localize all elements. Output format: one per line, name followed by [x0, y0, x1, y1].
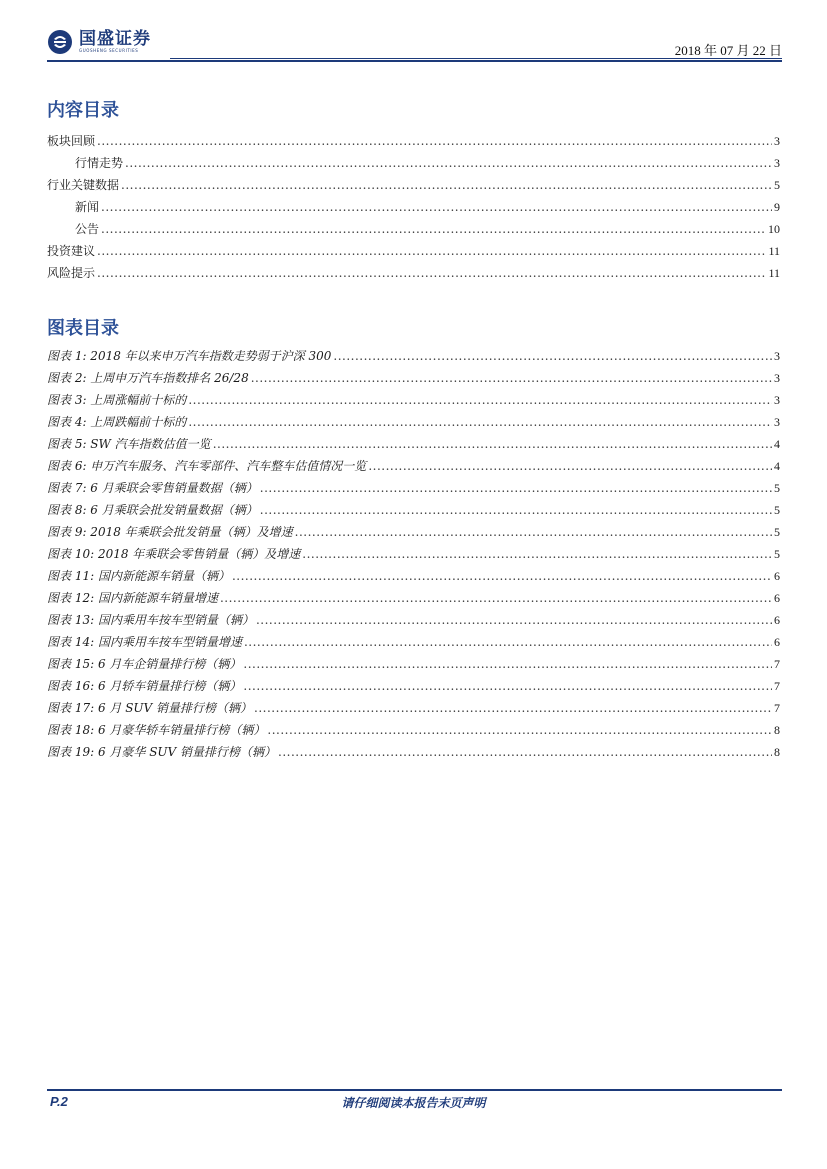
- entry-label: 图表 13: 国内乘用车按车型销量（辆）: [47, 613, 254, 627]
- toc-entry[interactable]: [47, 154, 780, 176]
- figure-entry[interactable]: [47, 479, 780, 501]
- logo-mark-icon: [47, 29, 73, 55]
- entry-page-number: 11: [768, 266, 780, 280]
- entry-label: 图表 5: SW 汽车指数估值一览: [47, 437, 211, 451]
- entry-page-number: 6: [774, 635, 780, 649]
- entry-page-number: 10: [768, 222, 780, 236]
- entry-label: 图表 8: 6 月乘联会批发销量数据（辆）: [47, 503, 258, 517]
- figure-entry[interactable]: [47, 413, 780, 435]
- dot-leader: [188, 393, 772, 407]
- dot-leader: [368, 459, 772, 473]
- entry-page-number: 4: [774, 459, 780, 473]
- figure-entry[interactable]: [47, 655, 780, 677]
- entry-page-number: 3: [774, 393, 780, 407]
- figure-entry[interactable]: [47, 523, 780, 545]
- logo-chinese-name: 国盛证券: [79, 29, 151, 49]
- dot-leader: [244, 635, 772, 649]
- dot-leader: [188, 415, 772, 429]
- entry-label: 图表 18: 6 月豪华轿车销量排行榜（辆）: [47, 723, 266, 737]
- entry-page-number: 11: [768, 244, 780, 258]
- figure-entry[interactable]: [47, 699, 780, 721]
- entry-label: 图表 1: 2018 年以来申万汽车指数走势弱于沪深 300: [47, 349, 332, 363]
- entry-page-number: 3: [774, 156, 780, 170]
- dot-leader: [97, 134, 772, 148]
- figure-entry[interactable]: [47, 369, 780, 391]
- dot-leader: [101, 222, 766, 236]
- figure-entry[interactable]: [47, 347, 780, 369]
- logo-english-name: GUOSHENG SECURITIES: [79, 48, 139, 53]
- entry-page-number: 3: [774, 371, 780, 385]
- entry-page-number: 6: [774, 569, 780, 583]
- entry-label: 图表 3: 上周涨幅前十标的: [47, 393, 187, 407]
- dot-leader: [251, 371, 772, 385]
- dot-leader: [101, 200, 772, 214]
- entry-label: 图表 19: 6 月豪华 SUV 销量排行榜（辆）: [47, 745, 277, 759]
- figure-entry[interactable]: [47, 391, 780, 413]
- entry-page-number: 5: [774, 481, 780, 495]
- dot-leader: [256, 613, 772, 627]
- footer-rule: [47, 1089, 782, 1091]
- dot-leader: [260, 481, 772, 495]
- company-logo: [47, 26, 151, 58]
- header-rule-thin: [170, 58, 782, 59]
- toc-entry[interactable]: [47, 132, 780, 154]
- entry-page-number: 7: [774, 701, 780, 715]
- entry-label: 风险提示: [47, 266, 96, 280]
- figure-entry[interactable]: [47, 611, 780, 633]
- entry-label: 图表 15: 6 月车企销量排行榜（辆）: [47, 657, 242, 671]
- header-rule: [47, 60, 782, 62]
- entry-label: 图表 2: 上周申万汽车指数排名 26/28: [47, 371, 249, 385]
- entry-label: 新闻: [75, 200, 100, 214]
- toc-entry[interactable]: [47, 176, 780, 198]
- figure-entry[interactable]: [47, 457, 780, 479]
- entry-page-number: 5: [774, 178, 780, 192]
- entry-page-number: 8: [774, 745, 780, 759]
- toc-entry[interactable]: [47, 264, 780, 286]
- contents-list: [47, 132, 780, 286]
- dot-leader: [243, 679, 772, 693]
- figures-list: [47, 347, 780, 765]
- dot-leader: [333, 349, 772, 363]
- entry-page-number: 9: [774, 200, 780, 214]
- dot-leader: [267, 723, 772, 737]
- entry-page-number: 5: [774, 525, 780, 539]
- entry-label: 图表 10: 2018 年乘联会零售销量（辆）及增速: [47, 547, 301, 561]
- entry-label: 图表 16: 6 月轿车销量排行榜（辆）: [47, 679, 242, 693]
- entry-page-number: 5: [774, 503, 780, 517]
- entry-label: 板块回顾: [47, 134, 96, 148]
- entry-label: 图表 4: 上周跌幅前十标的: [47, 415, 187, 429]
- entry-page-number: 6: [774, 591, 780, 605]
- toc-entry[interactable]: [47, 198, 780, 220]
- figure-entry[interactable]: [47, 677, 780, 699]
- dot-leader: [278, 745, 772, 759]
- entry-label: 公告: [75, 222, 100, 236]
- entry-label: 行业关键数据: [47, 178, 120, 192]
- entry-page-number: 7: [774, 679, 780, 693]
- page-header: [47, 26, 782, 62]
- dot-leader: [125, 156, 772, 170]
- dot-leader: [260, 503, 772, 517]
- entry-page-number: 3: [774, 415, 780, 429]
- disclaimer-note: 请仔细阅读本报告末页声明: [341, 1096, 486, 1110]
- entry-page-number: 8: [774, 723, 780, 737]
- toc-entry[interactable]: [47, 220, 780, 242]
- dot-leader: [243, 657, 772, 671]
- figure-entry[interactable]: [47, 633, 780, 655]
- entry-label: 行情走势: [75, 156, 124, 170]
- toc-entry[interactable]: [47, 242, 780, 264]
- entry-page-number: 3: [774, 134, 780, 148]
- figures-title: 图表目录: [47, 318, 119, 339]
- figure-entry[interactable]: [47, 545, 780, 567]
- entry-page-number: 4: [774, 437, 780, 451]
- dot-leader: [295, 525, 772, 539]
- entry-label: 图表 14: 国内乘用车按车型销量增速: [47, 635, 242, 649]
- figure-entry[interactable]: [47, 589, 780, 611]
- entry-page-number: 7: [774, 657, 780, 671]
- entry-label: 图表 12: 国内新能源车销量增速: [47, 591, 218, 605]
- entry-page-number: 3: [774, 349, 780, 363]
- figure-entry[interactable]: [47, 567, 780, 589]
- entry-page-number: 5: [774, 547, 780, 561]
- entry-label: 图表 11: 国内新能源车销量（辆）: [47, 569, 230, 583]
- figure-entry[interactable]: [47, 721, 780, 743]
- figure-entry[interactable]: [47, 501, 780, 523]
- page-number: P.2: [50, 1094, 68, 1109]
- dot-leader: [213, 437, 772, 451]
- contents-title: 内容目录: [47, 100, 119, 121]
- dot-leader: [302, 547, 772, 561]
- dot-leader: [97, 244, 766, 258]
- report-date: 2018 年 07 月 22 日: [674, 43, 782, 58]
- entry-label: 图表 7: 6 月乘联会零售销量数据（辆）: [47, 481, 258, 495]
- dot-leader: [232, 569, 772, 583]
- dot-leader: [97, 266, 766, 280]
- figure-entry[interactable]: [47, 743, 780, 765]
- dot-leader: [254, 701, 772, 715]
- entry-label: 图表 6: 申万汽车服务、汽车零部件、汽车整车估值情况一览: [47, 459, 367, 473]
- entry-label: 图表 9: 2018 年乘联会批发销量（辆）及增速: [47, 525, 293, 539]
- dot-leader: [220, 591, 772, 605]
- entry-label: 图表 17: 6 月 SUV 销量排行榜（辆）: [47, 701, 253, 715]
- dot-leader: [121, 178, 772, 192]
- entry-label: 投资建议: [47, 244, 96, 258]
- entry-page-number: 6: [774, 613, 780, 627]
- figure-entry[interactable]: [47, 435, 780, 457]
